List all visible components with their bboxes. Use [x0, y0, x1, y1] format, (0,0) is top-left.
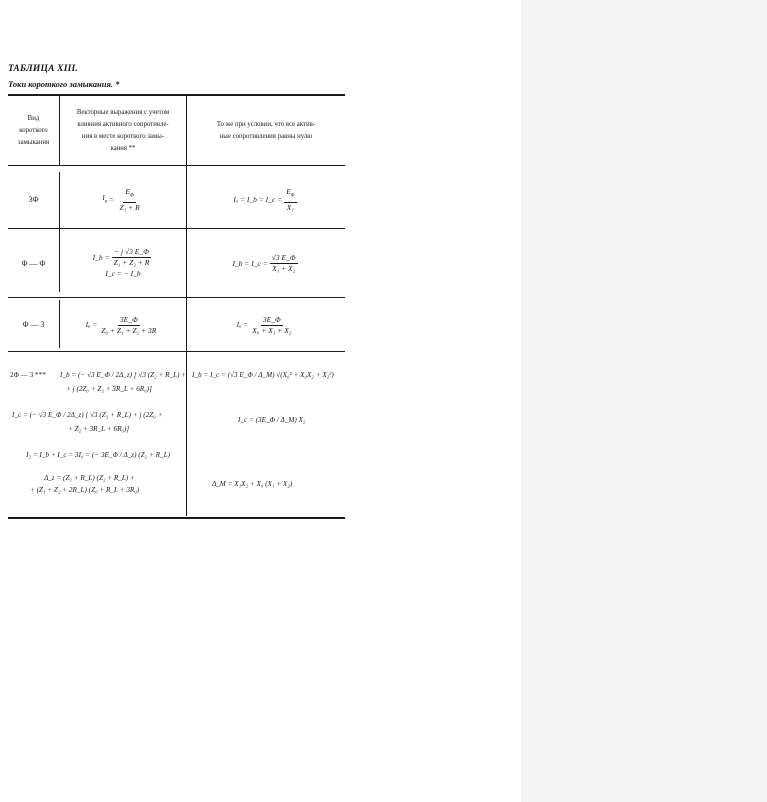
- formula-fraction: $\frac{3E\_\Phi}{\text{X₀ + X₁ + X₂}}$: [252, 314, 292, 335]
- header-zero-r-line1: То же при условии, что все актив-: [216, 120, 316, 128]
- formula-line: I_c = (3E_Φ / Δ_M) X₂: [238, 416, 306, 424]
- formula-line: I_b = I_c = (√3 E_Φ / Δ_M) √(X₀² + X₀X₂ + X₂²): [192, 371, 334, 379]
- header-kind-line2: короткого: [19, 126, 48, 134]
- formula-line: I_b = (− √3 E_Φ / 2Δ_z) [ √3 (Z₂ + R_L) +: [60, 371, 187, 379]
- formula-line: + (Z₁ + Z₂ + 2R_L) (Z₀ + R_L + 3R₀): [30, 486, 140, 494]
- formula-lhs: $I_a$: [102, 192, 108, 205]
- formula-line: + j (2Z₀ + Z₂ + 3R_L + 6R₀)]: [66, 385, 152, 393]
- formula-line: I₃ = I_b + I_c = 3I₀ = (− 3E_Φ / Δ_z) (Z₂ + R_L): [26, 451, 170, 459]
- row-2phi-ground-kind: 2Φ — 3 ***: [10, 371, 46, 379]
- formula-lhs: Iₐ = I_b = I_c =: [233, 195, 283, 204]
- formula-fraction: $\frac{E_\Phi}{\text{X₁}}$: [286, 187, 295, 212]
- formula-fraction: $\frac{√3 E\_\Phi}{\text{X₁ + X₂}}$: [271, 253, 296, 273]
- formula-fraction: $\frac{3E\_\Phi}{\text{Z₀ + Z₁ + Z₂ + 3R}}$: [101, 314, 157, 335]
- document-page: [8, 60, 345, 522]
- rule-row2: [8, 297, 345, 298]
- row-3phi-kind: 3Φ: [28, 195, 39, 204]
- row-3phi-formula: $I_a$ = $\frac{E_\Phi}{\text{Z₁ + R}}$: [102, 187, 140, 212]
- table-title: ТАБЛИЦА XIII.: [8, 64, 78, 74]
- header-vector-line2: влияния активного сопротивле-: [77, 120, 169, 128]
- formula-line: Δ_z = (Z₁ + R_L) (Z₂ + R_L) +: [44, 474, 135, 482]
- formula-line2: I_c = − I_b: [105, 269, 141, 278]
- header-vector-line3: ния в месте короткого замы-: [81, 132, 165, 140]
- header-zero-r-line2: ные сопротивления равны нулю: [219, 132, 313, 140]
- formula-fraction: $\frac{- j √3 E\_\Phi}{\text{Z₁ + Z₂ + R}}$: [113, 247, 150, 267]
- row-phi-ground-formula-zero-r: [187, 299, 345, 351]
- rule-row3: [8, 351, 345, 352]
- formula-lhs: I_b =: [92, 252, 110, 262]
- header-vector-line4: кания **: [110, 144, 136, 152]
- header-vector: [60, 96, 186, 165]
- row-phi-phi-formula: [60, 230, 186, 297]
- header-zero-r: [187, 96, 345, 165]
- formula-lhs: Iₐ =: [85, 320, 98, 329]
- table-subtitle: Токи короткого замыкания. *: [8, 79, 120, 89]
- formula-line: Δ_M = X₁X₂ + X₀ (X₁ + X₂): [212, 480, 293, 488]
- header-kind: [8, 96, 59, 165]
- formula-line: + Z₂ + 3R_L + 6R₀)]: [68, 425, 130, 433]
- formula-line: I_c = (− √3 E_Φ / 2Δ_z) [ √3 (Z₂ + R_L) + j (2Z₀ +: [12, 411, 163, 419]
- header-kind-line3: замыкания: [17, 138, 50, 146]
- rule-header: [8, 165, 345, 166]
- formula-lhs: Iₐ =: [236, 320, 249, 329]
- header-vector-line1: Векторные выражения с учетом: [76, 108, 170, 116]
- row-phi-ground-kind: Φ — 3: [22, 320, 45, 329]
- header-kind-line1: Вид: [27, 114, 40, 122]
- row-phi-phi-kind: Φ — Φ: [21, 258, 46, 268]
- formula-lhs: I_b = I_c =: [232, 258, 268, 268]
- row-phi-phi-formula-zero-r: [187, 230, 345, 297]
- row-2phi-ground-formulas: [8, 360, 187, 494]
- formula-fraction: $\frac{E_\Phi}{\text{Z₁ + R}}$: [119, 187, 140, 212]
- row-3phi-formula-zero-r: [187, 172, 345, 228]
- rule-bottom: [8, 517, 345, 519]
- row-2phi-ground-formulas-zero-r: [188, 360, 345, 488]
- row-phi-ground-formula: [60, 299, 186, 351]
- right-side-panel: [521, 0, 767, 802]
